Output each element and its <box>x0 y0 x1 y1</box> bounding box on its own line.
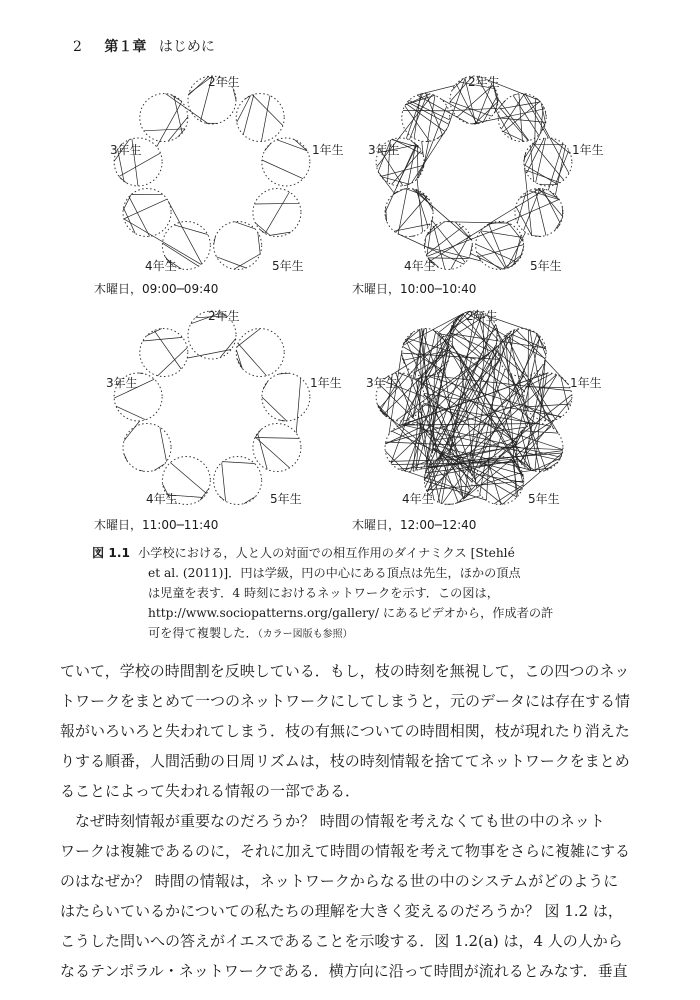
contact-edge <box>124 199 167 219</box>
contact-edge <box>498 99 529 141</box>
contact-edge <box>234 254 260 269</box>
time-label-1230: 木曜日，12:00─12:40 <box>352 518 477 532</box>
contact-edge <box>294 140 307 151</box>
contact-edge <box>417 95 469 123</box>
contact-edge <box>265 143 271 151</box>
contact-edge <box>296 378 301 433</box>
contact-edge <box>455 495 481 503</box>
time-label-0930: 木曜日，09:00─09:40 <box>94 282 219 296</box>
contact-edge <box>261 96 270 142</box>
contact-edge <box>535 98 536 142</box>
caption-line: et al. (2011)]．円は学級，円の中心にある頂点は先生，ほかの頂点 <box>148 566 521 580</box>
contact-edge <box>498 118 546 123</box>
contact-edge <box>411 236 416 237</box>
contact-edge <box>238 343 267 375</box>
contact-edge <box>471 254 503 270</box>
contact-edge <box>174 96 182 133</box>
chapter-title: はじめに <box>158 39 215 55</box>
contact-edge <box>255 203 300 204</box>
contact-edge <box>255 223 270 236</box>
label-grade-1: 1年生 <box>570 376 602 390</box>
contact-edge <box>555 150 569 185</box>
page-number: 2 <box>73 39 82 55</box>
label-grade-2: 2年生 <box>466 309 498 323</box>
label-grade-2: 2年生 <box>468 75 500 89</box>
contact-edge <box>124 421 140 441</box>
label-grade-4: 4年生 <box>402 492 434 506</box>
contact-edge <box>426 227 463 255</box>
label-grade-3: 3年生 <box>366 376 398 390</box>
paragraph-line: なぜ時刻情報が重要なのだろうか？ 時間の情報を考えなくても世の中のネット <box>75 812 605 830</box>
caption-line: は児童を表す．4 時刻におけるネットワークを示す．この図は， <box>148 586 499 600</box>
contact-edge <box>277 140 307 151</box>
contact-edge <box>244 497 256 504</box>
contact-edge <box>223 462 255 464</box>
caption-line: 可を得て複製した． <box>148 626 258 640</box>
contact-edge <box>262 160 303 179</box>
paragraph-line: トワークをまとめて一つのネットワークにしてしまうと，元のデータには存在する情 <box>60 692 631 710</box>
contact-edge <box>420 86 455 95</box>
contact-edge <box>219 496 224 500</box>
contact-edge <box>524 165 557 184</box>
contact-edge <box>539 189 563 217</box>
contact-edge <box>139 470 143 471</box>
contact-edge <box>189 76 209 95</box>
contact-edge <box>124 454 127 461</box>
label-grade-4: 4年生 <box>145 259 177 273</box>
label-grade-3: 3年生 <box>106 376 138 390</box>
contact-edge <box>235 222 255 229</box>
label-grade-4: 4年生 <box>404 259 436 273</box>
contact-edge <box>265 192 289 233</box>
contact-edge <box>408 102 449 124</box>
label-grade-5: 5年生 <box>270 492 302 506</box>
class-circle <box>262 373 310 421</box>
contact-edge <box>170 463 206 494</box>
contact-edge <box>515 94 517 95</box>
time-label-1130: 木曜日，11:00─11:40 <box>94 518 219 532</box>
contact-edge <box>456 84 477 124</box>
paragraph-line: こうした問いへの答えがイエスであることを示唆する．図 1.2(a) は，4 人の人から <box>60 932 623 950</box>
panel-0930 <box>110 74 344 273</box>
contact-edge <box>255 438 299 439</box>
paragraph-line: ることによって失われる情報の一部である． <box>60 782 361 800</box>
contact-edge <box>253 95 283 126</box>
contact-edge <box>392 315 487 375</box>
paragraph-line: ていて，学校の時間割を反映している．もし，枝の時刻を無視して，この四つのネッ <box>60 662 630 680</box>
label-grade-4: 4年生 <box>146 492 178 506</box>
contact-edge <box>279 373 289 374</box>
contact-edge <box>517 192 526 223</box>
contact-edge <box>123 195 131 211</box>
contact-edge <box>489 224 507 268</box>
contact-edge <box>170 95 181 101</box>
contact-edge <box>144 129 185 131</box>
label-grade-3: 3年生 <box>110 143 142 157</box>
contact-edge <box>535 189 546 236</box>
contact-edge <box>243 94 254 134</box>
contact-edge <box>507 199 559 222</box>
class-circle <box>236 329 284 377</box>
contact-edge <box>522 431 558 433</box>
caption-note: （カラー図版も参照） <box>257 629 353 640</box>
contact-edge <box>222 463 226 502</box>
paragraph-line: りする順番，人間活動の日周リズムは，枝の時刻情報を捨ててネットワークをまとめ <box>60 752 630 770</box>
paragraph-line: 報がいろいろと失われてしまう．枝の有無についての時間相関，枝が現れたり消えた <box>60 722 630 740</box>
label-grade-1: 1年生 <box>310 376 342 390</box>
contact-edge <box>520 247 523 258</box>
contact-edge <box>403 110 449 111</box>
contact-edge <box>438 359 472 502</box>
paragraph-line: はたらいているかについての私たちの理解を大きく変えるのだろうか？ 図 1.2 は， <box>60 902 623 920</box>
label-grade-5: 5年生 <box>272 259 304 273</box>
paragraph-line: ワークは複雑であるのに，それに加えて時間の情報を考えて物事をさらに複雑にする <box>60 842 631 860</box>
contact-edge <box>481 231 523 238</box>
contact-edge <box>427 95 435 141</box>
contact-edge <box>508 223 523 242</box>
contact-edge <box>432 220 466 262</box>
contact-edge <box>457 85 493 117</box>
contact-edge <box>451 235 470 270</box>
contact-edge <box>263 381 268 389</box>
contact-edge <box>255 437 289 468</box>
contact-edge <box>503 255 522 270</box>
label-grade-5: 5年生 <box>528 492 560 506</box>
contact-edge <box>450 353 536 424</box>
contact-edge <box>476 244 517 262</box>
caption-line: 小学校における，人と人の対面での相互作用のダイナミクス [Stehlé <box>138 546 515 560</box>
contact-edge <box>139 373 144 374</box>
contact-edge <box>487 189 546 225</box>
contact-edge <box>270 232 291 235</box>
body-text <box>60 656 650 986</box>
contact-edge <box>456 223 472 240</box>
contact-edge <box>124 208 136 234</box>
caption-label: 図 1.1 <box>92 546 131 560</box>
contact-edge <box>174 225 208 235</box>
class-circle <box>385 189 433 237</box>
label-grade-1: 1年生 <box>312 143 344 157</box>
contact-edge <box>233 89 236 101</box>
contact-edge <box>143 337 183 341</box>
contact-edge <box>416 190 428 228</box>
contact-edge <box>154 464 164 470</box>
contact-edge <box>406 104 445 132</box>
contact-edge <box>417 179 423 232</box>
contact-edge <box>158 348 188 376</box>
label-grade-1: 1年生 <box>572 143 604 157</box>
chapter-number: 第１章 <box>104 39 147 55</box>
label-grade-3: 3年生 <box>368 143 400 157</box>
contact-edge <box>168 201 202 264</box>
contact-edge <box>200 488 209 500</box>
contact-edge <box>258 233 260 254</box>
caption-line: http://www.sociopatterns.org/gallery/ にあるビデオから，作成者の許 <box>148 606 554 620</box>
contact-edge <box>408 100 409 101</box>
contact-edge <box>542 189 560 224</box>
contact-edge <box>539 184 556 185</box>
contact-edge <box>405 106 430 141</box>
label-grade-5: 5年生 <box>530 259 562 273</box>
figure-caption <box>92 543 652 645</box>
contact-edge <box>154 331 181 369</box>
contact-edge <box>481 231 506 269</box>
contact-edge <box>390 460 461 462</box>
contact-edge <box>472 109 544 124</box>
contact-edge <box>562 206 563 216</box>
contact-edge <box>187 350 231 359</box>
contact-edge <box>533 236 541 237</box>
panel-1030 <box>368 74 604 273</box>
contact-edge <box>262 397 287 421</box>
contact-edge <box>545 111 546 117</box>
time-label-1030: 木曜日，10:00─10:40 <box>352 282 477 296</box>
contact-edge <box>532 144 565 145</box>
contact-edge <box>526 404 571 407</box>
label-grade-2: 2年生 <box>208 309 240 323</box>
panel-1230 <box>366 308 602 506</box>
contact-edge <box>129 197 150 237</box>
class-circle <box>253 189 301 237</box>
label-grade-2: 2年生 <box>208 75 240 89</box>
contact-edge <box>544 127 569 173</box>
panel-1130 <box>106 308 342 506</box>
contact-edge <box>458 446 515 459</box>
contact-edge <box>237 96 251 123</box>
contact-edge <box>220 339 236 358</box>
contact-edge <box>124 219 201 265</box>
contact-edge <box>525 170 560 183</box>
contact-edge <box>147 329 162 336</box>
contact-edge <box>555 146 565 195</box>
paragraph-line: なるテンポラル・ネットワークである．横方向に沿って時間が流れるとみなす．垂直 <box>60 962 628 980</box>
paragraph-line: のはなぜか？ 時間の情報は，ネットワークからなる世の中のシステムがどのように <box>60 872 619 890</box>
